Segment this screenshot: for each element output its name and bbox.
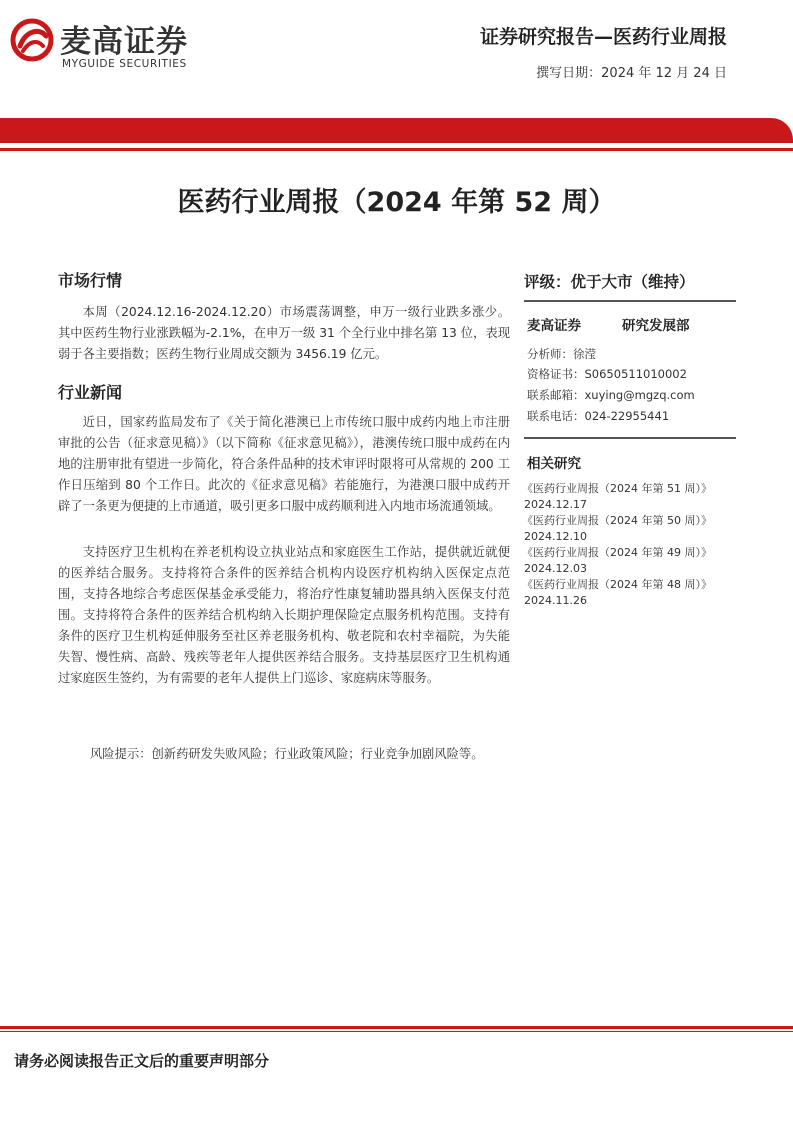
certificate: 资格证书：S0650511010002	[527, 367, 687, 381]
related-title[interactable]: 《医药行业周报（2024 年第 48 周）》	[522, 578, 712, 591]
report-type: 证券研究报告—医药行业周报	[479, 26, 727, 48]
logo-text: 麦高证券	[60, 24, 188, 60]
market-heading: 市场行情	[58, 271, 123, 290]
related-title[interactable]: 《医药行业周报（2024 年第 50 周）》	[522, 514, 712, 527]
rating: 评级：优于大市（维持）	[524, 273, 695, 291]
news-paragraph-2: 支持医疗卫生机构在养老机构设立执业站点和家庭医生工作站，提供就近就便的医养结合服务。支持将符合条件的医养结合机构内设医疗机构纳入医保定点范围，支持各地综合考虑医保基金承受能力，将治疗性康复辅助器具纳入医保支付范围。支持将符合条件的医养结合机构纳入长期护理保险定点服务机构范围。支持有条件的医疗卫生机构延伸服务至社区养老服务机构、敬老院和农村幸福院，为失能失智、慢性病、高龄、残疾等老年人提供医养结合服务。支持基层医疗卫生机构通过家庭医生签约，为有需要的老年人提供上门巡诊、家庭病床等服务。	[58, 545, 510, 685]
email: 联系邮箱：xuying@mgzq.com	[527, 388, 695, 402]
logo-icon	[10, 18, 54, 62]
footer-red-line	[0, 1026, 793, 1029]
company-name: 麦高证券	[527, 318, 581, 334]
risk-warning: 风险提示：创新药研发失败风险；行业政策风险；行业竞争加剧风险等。	[90, 747, 484, 761]
related-date: 2024.11.26	[524, 594, 587, 607]
analyst: 分析师：徐滢	[527, 347, 596, 361]
news-paragraph-1: 近日，国家药监局发布了《关于简化港澳已上市传统口服中成药内地上市注册审批的公告（征求意见稿）》（以下简称《征求意见稿》），港澳传统口服中成药在内地的注册审批有望进一步简化，符合条件品种的技术审评时限将可从常规的 200 工作日压缩到 80 个工作日。此次的《征求意见稿》若能施行，为港澳口服中成药开辟了一条更为便捷的上市通道，吸引更多口服中成药顺利进入内地市场流通领域。	[58, 415, 510, 513]
footer-red-thin-line	[0, 1031, 793, 1032]
department: 研究发展部	[622, 318, 690, 334]
logo-english: MYGUIDE SECURITIES	[62, 58, 187, 70]
related-title[interactable]: 《医药行业周报（2024 年第 51 周）》	[522, 482, 712, 495]
header-red-line	[0, 148, 793, 151]
phone: 联系电话：024-22955441	[527, 409, 670, 423]
market-text: 本周（2024.12.16-2024.12.20）市场震荡调整，申万一级行业跌多涨少。其中医药生物行业涨跌幅为-2.1%，在申万一级 31 个全行业中排名第 13 位，表现弱于各主要指数；医药生物行业周成交额为 3456.19 亿元。	[58, 305, 510, 361]
related-date: 2024.12.03	[524, 562, 587, 575]
news-heading: 行业新闻	[58, 383, 123, 402]
related-heading: 相关研究	[527, 456, 581, 472]
related-date: 2024.12.10	[524, 530, 587, 543]
related-title[interactable]: 《医药行业周报（2024 年第 49 周）》	[522, 546, 712, 559]
info-divider	[524, 437, 736, 439]
related-date: 2024.12.17	[524, 498, 587, 511]
rating-divider	[524, 300, 736, 302]
report-date: 撰写日期：2024 年 12 月 24 日	[536, 66, 727, 81]
header-red-band	[0, 118, 793, 143]
disclaimer-notice: 请务必阅读报告正文后的重要声明部分	[14, 1052, 270, 1070]
page-title: 医药行业周报（2024 年第 52 周）	[177, 187, 616, 218]
